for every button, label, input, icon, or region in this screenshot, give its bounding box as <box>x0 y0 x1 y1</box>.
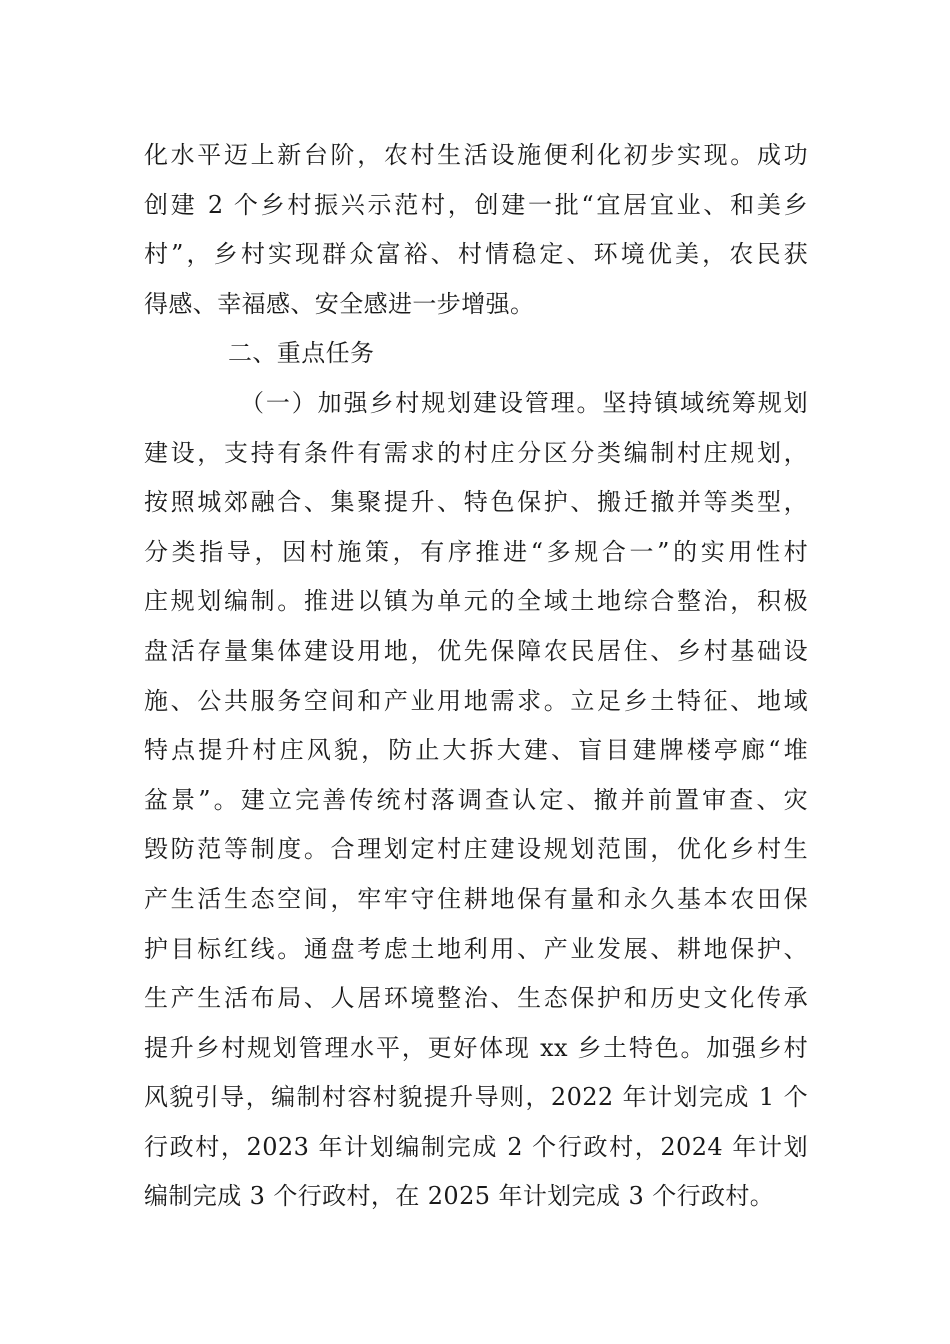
document-body <box>144 131 808 1222</box>
text-line: 庄规划编制。推进以镇为单元的全域土地综合整治，积极 <box>144 587 808 616</box>
text-line: 特点提升村庄风貌，防止大拆大建、盲目建牌楼亭廊“堆 <box>144 736 808 765</box>
text-line: 风貌引导，编制村容村貌提升导则，2022 年计划完成 1 个 <box>144 1083 808 1112</box>
text-line: 盆景”。建立完善传统村落调查认定、撤并前置审查、灾 <box>144 785 808 814</box>
text-line: 创建 2 个乡村振兴示范村，创建一批“宜居宜业、和美乡 <box>144 190 808 219</box>
text-line: 分类指导，因村施策，有序推进“多规合一”的实用性村 <box>144 537 808 566</box>
text-line: 建设，支持有条件有需求的村庄分区分类编制村庄规划， <box>144 438 808 467</box>
text-line: 护目标红线。通盘考虑土地利用、产业发展、耕地保护、 <box>144 934 808 963</box>
text-line: 提升乡村规划管理水平，更好体现 xx 乡土特色。加强乡村 <box>144 1033 808 1062</box>
text-line: 毁防范等制度。合理划定村庄建设规划范围，优化乡村生 <box>144 835 808 864</box>
paragraph-goals <box>144 131 808 329</box>
text-line: 编制完成 3 个行政村，在 2025 年计划完成 3 个行政村。 <box>144 1182 775 1211</box>
text-line: 生产生活布局、人居环境整治、生态保护和历史文化传承 <box>144 984 808 1013</box>
text-line: 行政村，2023 年计划编制完成 2 个行政村，2024 年计划 <box>144 1132 808 1161</box>
paragraph-planning <box>144 379 808 1222</box>
text-line: 村”，乡村实现群众富裕、村情稳定、环境优美，农民获 <box>144 240 808 269</box>
text-line: 得感、幸福感、安全感进一步增强。 <box>144 289 535 318</box>
text-line: 产生活生态空间，牢牢守住耕地保有量和永久基本农田保 <box>144 884 808 913</box>
text-line: 施、公共服务空间和产业用地需求。立足乡土特征、地域 <box>144 686 808 715</box>
section-heading: 二、重点任务 <box>228 339 375 368</box>
text-line: 盘活存量集体建设用地，优先保障农民居住、乡村基础设 <box>144 636 808 665</box>
text-line: （一）加强乡村规划建设管理。坚持镇域统筹规划 <box>240 388 808 417</box>
text-line: 化水平迈上新台阶，农村生活设施便利化初步实现。成功 <box>144 141 808 169</box>
text-line: 按照城郊融合、集聚提升、特色保护、搬迁撤并等类型， <box>144 488 808 517</box>
